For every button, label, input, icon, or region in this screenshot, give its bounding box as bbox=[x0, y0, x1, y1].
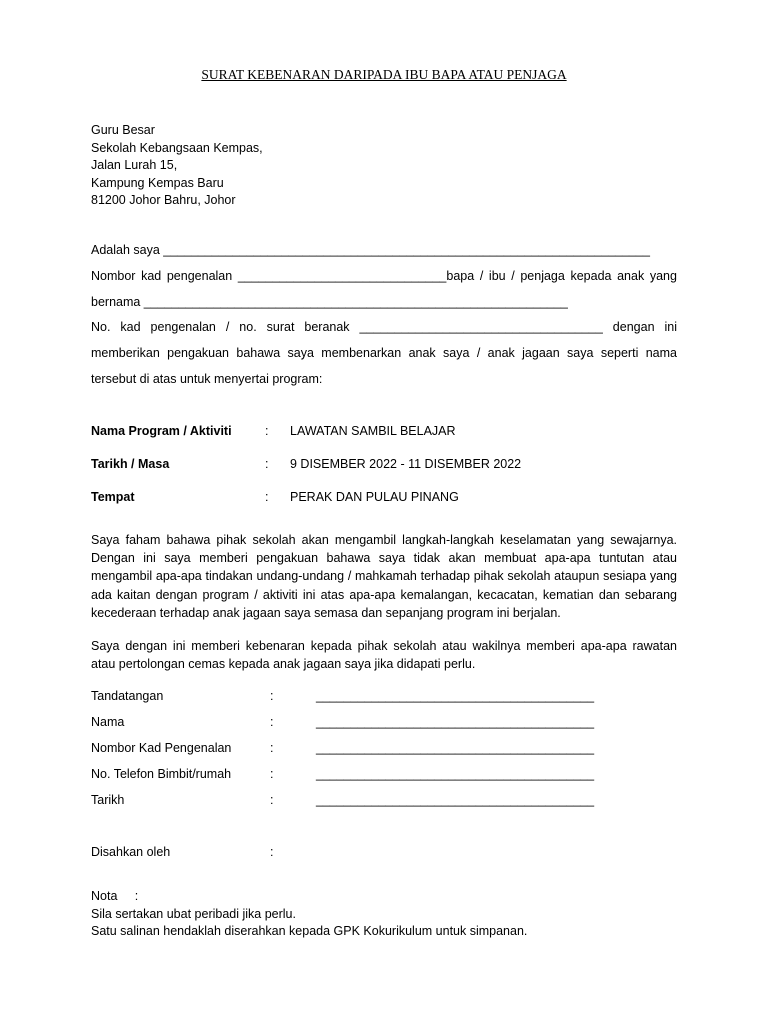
program-name-colon: : bbox=[265, 424, 269, 438]
date-label: Tarikh bbox=[91, 793, 125, 807]
declaration-consent-line: memberikan pengakuan bahawa saya membenarkan anak saya / anak jagaan saya seperti nama bbox=[91, 346, 677, 360]
program-name-label: Nama Program / Aktiviti bbox=[91, 424, 232, 438]
phone-label: No. Telefon Bimbit/rumah bbox=[91, 767, 232, 781]
word-yang: yang bbox=[649, 269, 677, 283]
address-line-4: Kampung Kempas Baru bbox=[91, 175, 224, 190]
signature-field[interactable]: ________________________________________ bbox=[316, 689, 595, 703]
recipient-address bbox=[91, 122, 263, 210]
liability-line-5: kecederaan terhadap anak jagaan saya semasa dan sepanjang program ini berjalan. bbox=[91, 605, 561, 620]
nota-heading: Nota : bbox=[91, 889, 139, 903]
liability-line-4: ada kaitan dengan program / aktiviti ini atas apa-apa kemalangan, kecacatan, kematian dan sebarang bbox=[91, 587, 677, 602]
nota-line-1: Sila sertakan ubat peribadi jika perlu. bbox=[91, 906, 296, 921]
ic-number-colon: : bbox=[270, 741, 274, 755]
liability-paragraph bbox=[91, 531, 677, 622]
program-date-value: 9 DISEMBER 2022 - 11 DISEMBER 2022 bbox=[290, 457, 522, 471]
program-place-colon: : bbox=[265, 490, 269, 504]
ic-number-label: Nombor Kad Pengenalan bbox=[91, 741, 232, 755]
ic-number-field[interactable]: ________________________________________ bbox=[316, 741, 595, 755]
word-ibu: ibu bbox=[488, 269, 506, 283]
approved-by-colon: : bbox=[270, 845, 274, 859]
signature-label: Tandatangan bbox=[91, 689, 164, 703]
phone-field[interactable]: ________________________________________ bbox=[316, 767, 595, 781]
liability-line-3: mengambil apa-apa tindakan undang-undang / mahkamah terhadap pihak sekolah ataupun sesiapa yang bbox=[91, 569, 677, 584]
liability-line-2: Dengan ini saya memberi pengakuan bahawa saya tidak akan membuat apa-apa tuntutan atau bbox=[91, 551, 677, 566]
slash: / bbox=[479, 269, 484, 283]
approved-by-label: Disahkan oleh bbox=[91, 845, 171, 859]
declaration-child-ic-line: No. kad pengenalan / no. surat beranak ___________________________________ dengan ini bbox=[91, 320, 677, 334]
treatment-line-2: atau pertolongan cemas kepada anak jagaan saya jika didapati perlu. bbox=[91, 657, 476, 672]
liability-line-1: Saya faham bahawa pihak sekolah akan mengambil langkah-langkah keselamatan yang sewajarnya. bbox=[91, 533, 677, 547]
nota-block bbox=[91, 888, 527, 941]
date-field[interactable]: ________________________________________ bbox=[316, 793, 595, 807]
document-title: SURAT KEBENARAN DARIPADA IBU BAPA ATAU PENJAGA bbox=[201, 67, 567, 82]
phone-colon: : bbox=[270, 767, 274, 781]
program-name-value: LAWATAN SAMBIL BELAJAR bbox=[290, 424, 456, 438]
address-line-1: Guru Besar bbox=[91, 123, 155, 137]
address-line-2: Sekolah Kebangsaan Kempas, bbox=[91, 140, 263, 155]
program-place-value: PERAK DAN PULAU PINANG bbox=[290, 490, 459, 504]
name-colon: : bbox=[270, 715, 274, 729]
program-place-label: Tempat bbox=[91, 490, 135, 504]
declaration-name-line: Adalah saya ______________________________________________________________________ bbox=[91, 243, 650, 257]
declaration-child-name-line: bernama _____________________________________________________________ bbox=[91, 295, 568, 309]
slash: / bbox=[511, 269, 515, 283]
declaration-program-line: tersebut di atas untuk menyertai program: bbox=[91, 372, 323, 386]
declaration-ic-text: Nombor kad pengenalan ______________________________bapa bbox=[91, 269, 475, 283]
word-penjaga: penjaga bbox=[520, 269, 565, 283]
treatment-consent-paragraph bbox=[91, 637, 677, 673]
nota-line-2: Satu salinan hendaklah diserahkan kepada GPK Kokurikulum untuk simpanan. bbox=[91, 924, 528, 938]
name-field[interactable]: ________________________________________ bbox=[316, 715, 595, 729]
program-date-colon: : bbox=[265, 457, 269, 471]
signature-colon: : bbox=[270, 689, 274, 703]
date-colon: : bbox=[270, 793, 274, 807]
address-line-3: Jalan Lurah 15, bbox=[91, 158, 178, 172]
address-line-5: 81200 Johor Bahru, Johor bbox=[91, 193, 236, 207]
word-anak: anak bbox=[617, 269, 645, 283]
treatment-line-1: Saya dengan ini memberi kebenaran kepada pihak sekolah atau wakilnya memberi apa-apa rawatan bbox=[91, 639, 677, 653]
word-kepada: kepada bbox=[570, 269, 612, 283]
name-label: Nama bbox=[91, 715, 125, 729]
program-date-label: Tarikh / Masa bbox=[91, 457, 170, 471]
declaration-ic-line bbox=[91, 269, 677, 283]
